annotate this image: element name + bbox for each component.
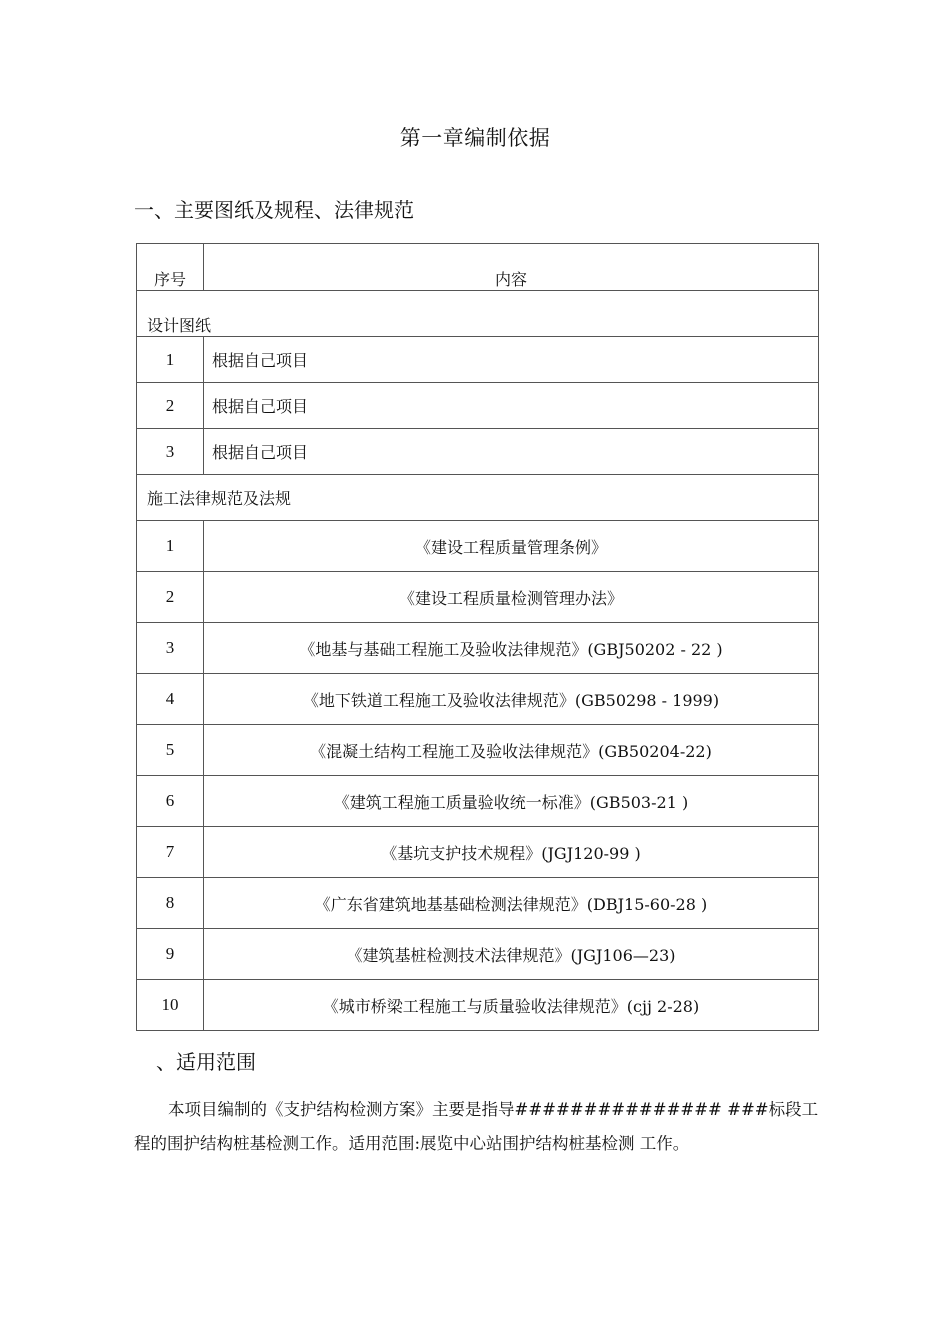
row-num: 2 — [137, 383, 204, 429]
table-row — [137, 623, 819, 674]
header-num: 序号 — [137, 244, 204, 291]
section-heading-norms: 一、主要图纸及规程、法律规范 — [134, 198, 414, 222]
table-row — [137, 980, 819, 1031]
row-num: 1 — [137, 337, 204, 383]
row-num: 5 — [137, 725, 204, 776]
group-row-design-drawings — [137, 291, 819, 337]
group-title: 施工法律规范及法规 — [137, 475, 819, 521]
table-row — [137, 337, 819, 383]
scope-paragraph: 本项目编制的《支护结构检测方案》主要是指导############### ###标段工程的围护结构桩基检测工作。适用范围:展览中心站围护结构桩基检测 工作。 — [134, 1100, 819, 1153]
row-num: 7 — [137, 827, 204, 878]
row-content: 《建筑工程施工质量验收统一标准》(GB503-21 ) — [204, 776, 819, 827]
group-row-construction-norms — [137, 475, 819, 521]
table-row — [137, 929, 819, 980]
table-row — [137, 878, 819, 929]
section-heading-scope: 、适用范围 — [156, 1050, 256, 1074]
group-title: 设计图纸 — [137, 291, 819, 337]
row-num: 8 — [137, 878, 204, 929]
row-content: 《混凝土结构工程施工及验收法律规范》(GB50204-22) — [204, 725, 819, 776]
norms-table — [136, 243, 819, 1031]
row-content: 《城市桥梁工程施工与质量验收法律规范》(cjj 2-28) — [204, 980, 819, 1031]
row-content: 根据自己项目 — [204, 337, 819, 383]
row-num: 3 — [137, 623, 204, 674]
table-row — [137, 521, 819, 572]
table-row — [137, 725, 819, 776]
row-num: 2 — [137, 572, 204, 623]
header-content: 内容 — [204, 244, 819, 291]
table-row — [137, 429, 819, 475]
row-num: 6 — [137, 776, 204, 827]
row-num: 9 — [137, 929, 204, 980]
row-num: 1 — [137, 521, 204, 572]
table-row — [137, 572, 819, 623]
row-content: 《建设工程质量检测管理办法》 — [204, 572, 819, 623]
row-num: 3 — [137, 429, 204, 475]
row-content: 《地下铁道工程施工及验收法律规范》(GB50298 - 1999) — [204, 674, 819, 725]
table-row — [137, 383, 819, 429]
table-header-row — [137, 244, 819, 291]
row-num: 10 — [137, 980, 204, 1031]
row-content: 《地基与基础工程施工及验收法律规范》(GBJ50202 - 22 ) — [204, 623, 819, 674]
row-content: 《建筑基桩检测技术法律规范》(JGJ106—23) — [204, 929, 819, 980]
row-content: 根据自己项目 — [204, 429, 819, 475]
table-row — [137, 674, 819, 725]
row-content: 根据自己项目 — [204, 383, 819, 429]
row-content: 《建设工程质量管理条例》 — [204, 521, 819, 572]
row-num: 4 — [137, 674, 204, 725]
row-content: 《广东省建筑地基基础检测法律规范》(DBJ15-60-28 ) — [204, 878, 819, 929]
row-content: 《基坑支护技术规程》(JGJ120-99 ) — [204, 827, 819, 878]
table-row — [137, 776, 819, 827]
table-row — [137, 827, 819, 878]
chapter-title: 第一章编制依据 — [399, 126, 551, 150]
